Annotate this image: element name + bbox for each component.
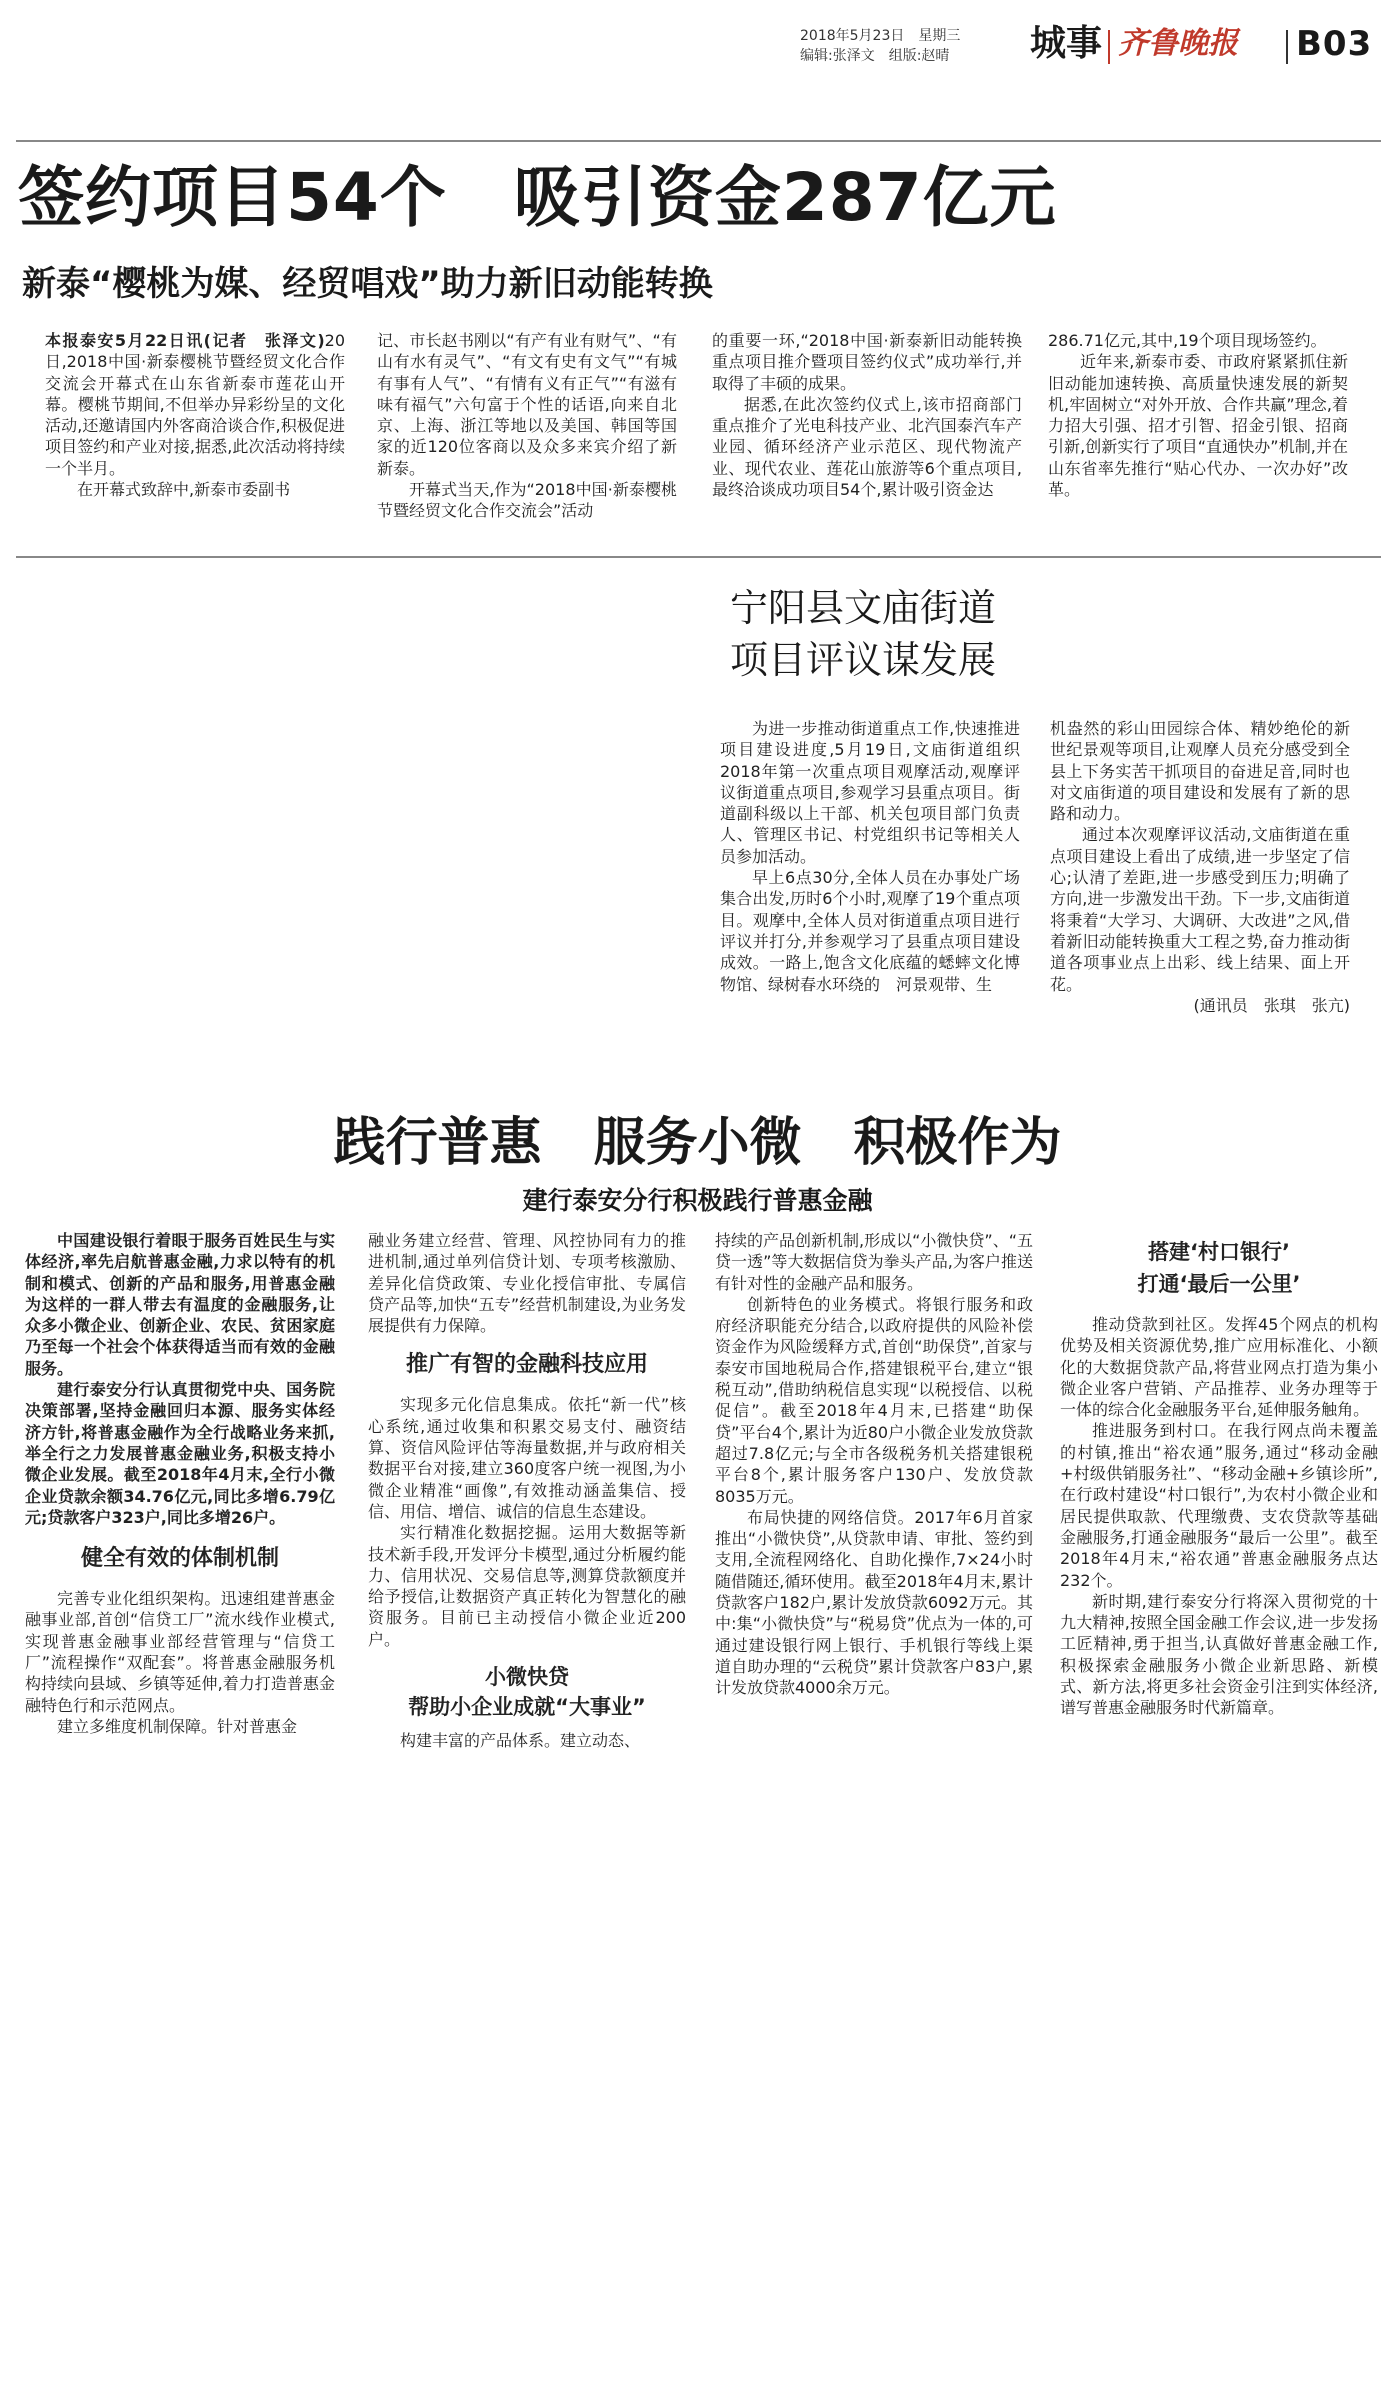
header-divider-2 — [1286, 30, 1288, 64]
article1-col3-p2: 据悉,在此次签约仪式上,该市招商部门重点推介了光电科技产业、北汽国泰汽车产业园、循环经济产业示范区、现代物流产业、现代农业、莲花山旅游等6个重点项目,最终洽谈成功项目54个,累计吸引资金达 — [712, 394, 1022, 500]
article3-column-2 — [368, 1230, 686, 1751]
article2-byline: (通讯员 张琪 张亢) — [1193, 995, 1350, 1015]
article1-column-4 — [1048, 330, 1348, 500]
article2-col2-p1: 机盎然的彩山田园综合体、精妙绝伦的新世纪景观等项目,让观摩人员充分感受到全县上下务实苦干抓项目的奋进足音,同时也对文庙街道的项目建设和发展有了新的思路和动力。 — [1050, 719, 1350, 824]
article3-col2-subheading-2 — [368, 1662, 686, 1722]
article3-col2-p1: 融业务建立经营、管理、风控协同有力的推进机制,通过单列信贷计划、专项考核激励、差异化信贷政策、专业化授信审批、专属信贷产品等,加快“五专”经营机制建设,为业务发展提供有力保障。 — [368, 1231, 686, 1336]
article1-col4-p1: 286.71亿元,其中,19个项目现场签约。 — [1048, 331, 1327, 350]
article3-col3-p2: 创新特色的业务模式。将银行服务和政府经济职能充分结合,以政府提供的风险补偿资金作为风险缓释方式,首创“助保贷”,首家与泰安市国地税局合作,搭建银税平台,建立“银税互动”,借助纳税信息实现“以税授信、以税促信”。截至2018年4月末,已搭建“助保贷”平台4个,累计为近80户小微企业发放贷款超过7.8亿元;与全市各级税务机关搭建银税平台8个,累计服务客户130户、发放贷款8035万元。 — [715, 1294, 1033, 1506]
article3-col2-p3: 实行精准化数据挖掘。运用大数据等新技术新手段,开发评分卡模型,通过分析履约能力、信用状况、交易信息等,测算贷款额度并给予授信,让数据资产真正转化为智慧化的融资服务。目前已主动授信小微企业近200户。 — [368, 1523, 686, 1649]
article1-col4-p2: 近年来,新泰市委、市政府紧紧抓住新旧动能加速转换、高质量快速发展的新契机,牢固树立“对外开放、合作共赢”理念,着力招大引强、招才引智、招金引银、招商引新,创新实行了项目“直通快办”机制,并在山东省率先推行“贴心代办、一次办好”改革。 — [1048, 352, 1348, 500]
article3-col1-p4: 建立多维度机制保障。针对普惠金 — [57, 1716, 298, 1736]
header-date: 2018年5月23日 星期三 — [800, 28, 961, 44]
article3-col3-p3: 布局快捷的网络信贷。2017年6月首家推出“小微快贷”,从贷款申请、审批、签约到支用,全流程网络化、自助化操作,7×24小时随借随还,循环使用。截至2018年4月末,累计贷款客户182户,累计发放贷款6092万元。其中:集“小微快贷”与“税易贷”优点为一体的,可通过建设银行网上银行、手机银行等线上渠道自助办理的“云税贷”累计贷款客户83户,累计发放贷款4000余万元。 — [715, 1507, 1033, 1698]
article3-col1-p3: 完善专业化组织架构。迅速组建普惠金融事业部,首创“信贷工厂”流水线作业模式,实现普惠金融事业部经营管理与“信贷工厂”流程操作“双配套”。将普惠金融服务机构持续向县域、乡镇等延伸,着力打造普惠金融特色行和示范网点。 — [25, 1589, 335, 1715]
article1-col2-p1: 记、市长赵书刚以“有产有业有财气”、“有山有水有灵气”、“有文有史有文气”“有城有事有人气”、“有情有义有正气”“有滋有味有福气”六句富于个性的话语,向来自北京、上海、浙江等地以及美国、韩国等国家的近120位客商以及众多来宾介绍了新新泰。 — [377, 331, 677, 478]
header-divider — [1108, 30, 1110, 64]
article1-col3-p1: 的重要一环,“2018中国·新泰新旧动能转换重点项目推介暨项目签约仪式”成功举行,并取得了丰硕的成果。 — [712, 331, 1022, 393]
article3-col1-p2: 建行泰安分行认真贯彻党中央、国务院决策部署,坚持金融回归本源、服务实体经济方针,将普惠金融作为全行战略业务来抓,举全行之力发展普惠金融业务,积极支持小微企业发展。截至2018年4月末,全行小微企业贷款余额34.76亿元,同比多增6.79亿元;贷款客户323户,同比多增26户。 — [25, 1380, 335, 1527]
article3-col1-p1: 中国建设银行着眼于服务百姓民生与实体经济,率先启航普惠金融,力求以特有的机制和模式、创新的产品和服务,用普惠金融为这样的一群人带去有温度的金融服务,让众多小微企业、创新企业、农民、贫困家庭乃至每一个社会个体获得适当而有效的金融服务。 — [25, 1231, 335, 1378]
article3-col4-p2: 推进服务到村口。在我行网点尚未覆盖的村镇,推出“裕农通”服务,通过“移动金融+村级供销服务社”、“移动金融+乡镇诊所”,在行政村建设“村口银行”,为农村小微企业和居民提供取款、代理缴费、支农贷款等基础金融服务,打通金融服务“最后一公里”。截至2018年4月末,“裕农通”普惠金融服务点达232个。 — [1060, 1421, 1378, 1590]
article3-column-3 — [715, 1230, 1033, 1699]
article3-column-4 — [1060, 1236, 1378, 1719]
article1-lead: 本报泰安5月22日讯(记者 张泽文) — [45, 331, 325, 350]
header-rule — [16, 140, 1381, 142]
article2-column-1 — [720, 718, 1020, 995]
article1-col1-p2: 在开幕式致辞中,新泰市委副书 — [77, 480, 291, 500]
article3-col2-sub2-line2: 帮助小企业成就“大事业” — [408, 1695, 646, 1720]
article3-col1-subheading: 健全有效的体制机制 — [80, 1546, 279, 1572]
article2-col1-p1: 为进一步推动街道重点工作,快速推进项目建设进度,5月19日,文庙街道组织2018年第一次重点项目观摩活动,观摩评议街道重点项目,参观学习县重点项目。街道副科级以上干部、机关包项目部门负责人、管理区书记、村党组织书记等相关人员参加活动。 — [720, 719, 1020, 866]
article3-col4-sub1-line2: 打通‘最后一公里’ — [1137, 1272, 1301, 1296]
article3-headline: 践行普惠 服务小微 积极作为 — [333, 1113, 1062, 1173]
article2-col1-p2: 早上6点30分,全体人员在办事处广场集合出发,历时6个小时,观摩了19个重点项目。观摩中,全体人员对街道重点项目进行评议并打分,并参观学习了县重点项目建设成效。一路上,饱含文化底蕴的蟋蟀文化博物馆、绿树春水环绕的 河景观带、生 — [720, 868, 1020, 994]
article2-headline — [730, 582, 1370, 686]
article3-col4-p1: 推动贷款到社区。发挥45个网点的机构优势及相关资源优势,推广应用标准化、小额化的大数据贷款产品,将营业网点打造为集小微企业客户营销、产品推荐、业务办理等于一体的综合化金融服务平台,延伸服务触角。 — [1060, 1315, 1378, 1420]
article3-col2-subheading: 推广有智的金融科技应用 — [405, 1352, 648, 1378]
article3-column-1 — [25, 1230, 335, 1737]
article3-subhead: 建行泰安分行积极践行普惠金融 — [522, 1186, 873, 1215]
newspaper-logo: 齐鲁晚报 — [1118, 26, 1238, 61]
article3-col3-p1: 持续的产品创新机制,形成以“小微快贷”、“五贷一透”等大数据信贷为拳头产品,为客户推送有针对性的金融产品和服务。 — [715, 1231, 1033, 1293]
article1-headline: 签约项目54个 吸引资金287亿元 — [18, 159, 1057, 236]
section-name: 城事 — [1030, 23, 1103, 64]
article3-col2-sub2-line1: 小微快贷 — [485, 1665, 569, 1690]
page-number: B03 — [1296, 24, 1373, 64]
article1-col1-p1: 20日,2018中国·新泰樱桃节暨经贸文化合作交流会开幕式在山东省新泰市莲花山开幕。樱桃节期间,不但举办异彩纷呈的文化活动,还邀请国内外客商洽谈合作,积极促进项目签约和产业对接,据悉,此次活动将持续一个半月。 — [45, 331, 345, 478]
article1-bottom-rule — [16, 556, 1381, 558]
article1-col2-p2: 开幕式当天,作为“2018中国·新泰樱桃节暨经贸文化合作交流会”活动 — [377, 480, 677, 521]
header-editor: 编辑:张泽文 组版:赵晴 — [800, 48, 950, 64]
article3-col4-subheading — [1060, 1236, 1378, 1300]
article1-subhead: 新泰“樱桃为媒、经贸唱戏”助力新旧动能转换 — [22, 264, 713, 304]
article1-column-2 — [377, 330, 677, 522]
article3-col4-p3: 新时期,建行泰安分行将深入贯彻党的十九大精神,按照全国金融工作会议,进一步发扬工匠精神,勇于担当,认真做好普惠金融工作,积极探索金融服务小微企业新思路、新模式、新方法,将更多社会资金引注到实体经济,谱写普惠金融服务时代新篇章。 — [1060, 1591, 1378, 1718]
article3-col2-p4: 构建丰富的产品体系。建立动态、 — [400, 1731, 641, 1751]
article2-column-2 — [1050, 718, 1350, 1016]
article1-column-1 — [45, 330, 345, 500]
article2-col2-p2: 通过本次观摩评议活动,文庙街道在重点项目建设上看出了成绩,进一步坚定了信心;认清了差距,进一步感受到压力;明确了方向,进一步激发出干劲。下一步,文庙街道将秉着“大学习、大调研、大改进”之风,借着新旧动能转换重大工程之势,奋力推动街道各项事业点上出彩、线上结果、面上开花。 — [1050, 825, 1350, 994]
article1-column-3 — [712, 330, 1022, 500]
article3-col4-sub1-line1: 搭建‘村口银行’ — [1148, 1240, 1290, 1264]
article3-col2-p2: 实现多元化信息集成。依托“新一代”核心系统,通过收集和积累交易支付、融资结算、资信风险评估等海量数据,并与政府相关数据平台对接,建立360度客户统一视图,为小微企业精准“画像”,有效推动涵盖集信、授信、用信、增信、诚信的信息生态建设。 — [368, 1395, 686, 1521]
article2-headline-line1: 宁阳县文庙街道 — [730, 586, 997, 630]
article2-headline-line2: 项目评议谋发展 — [730, 638, 997, 682]
